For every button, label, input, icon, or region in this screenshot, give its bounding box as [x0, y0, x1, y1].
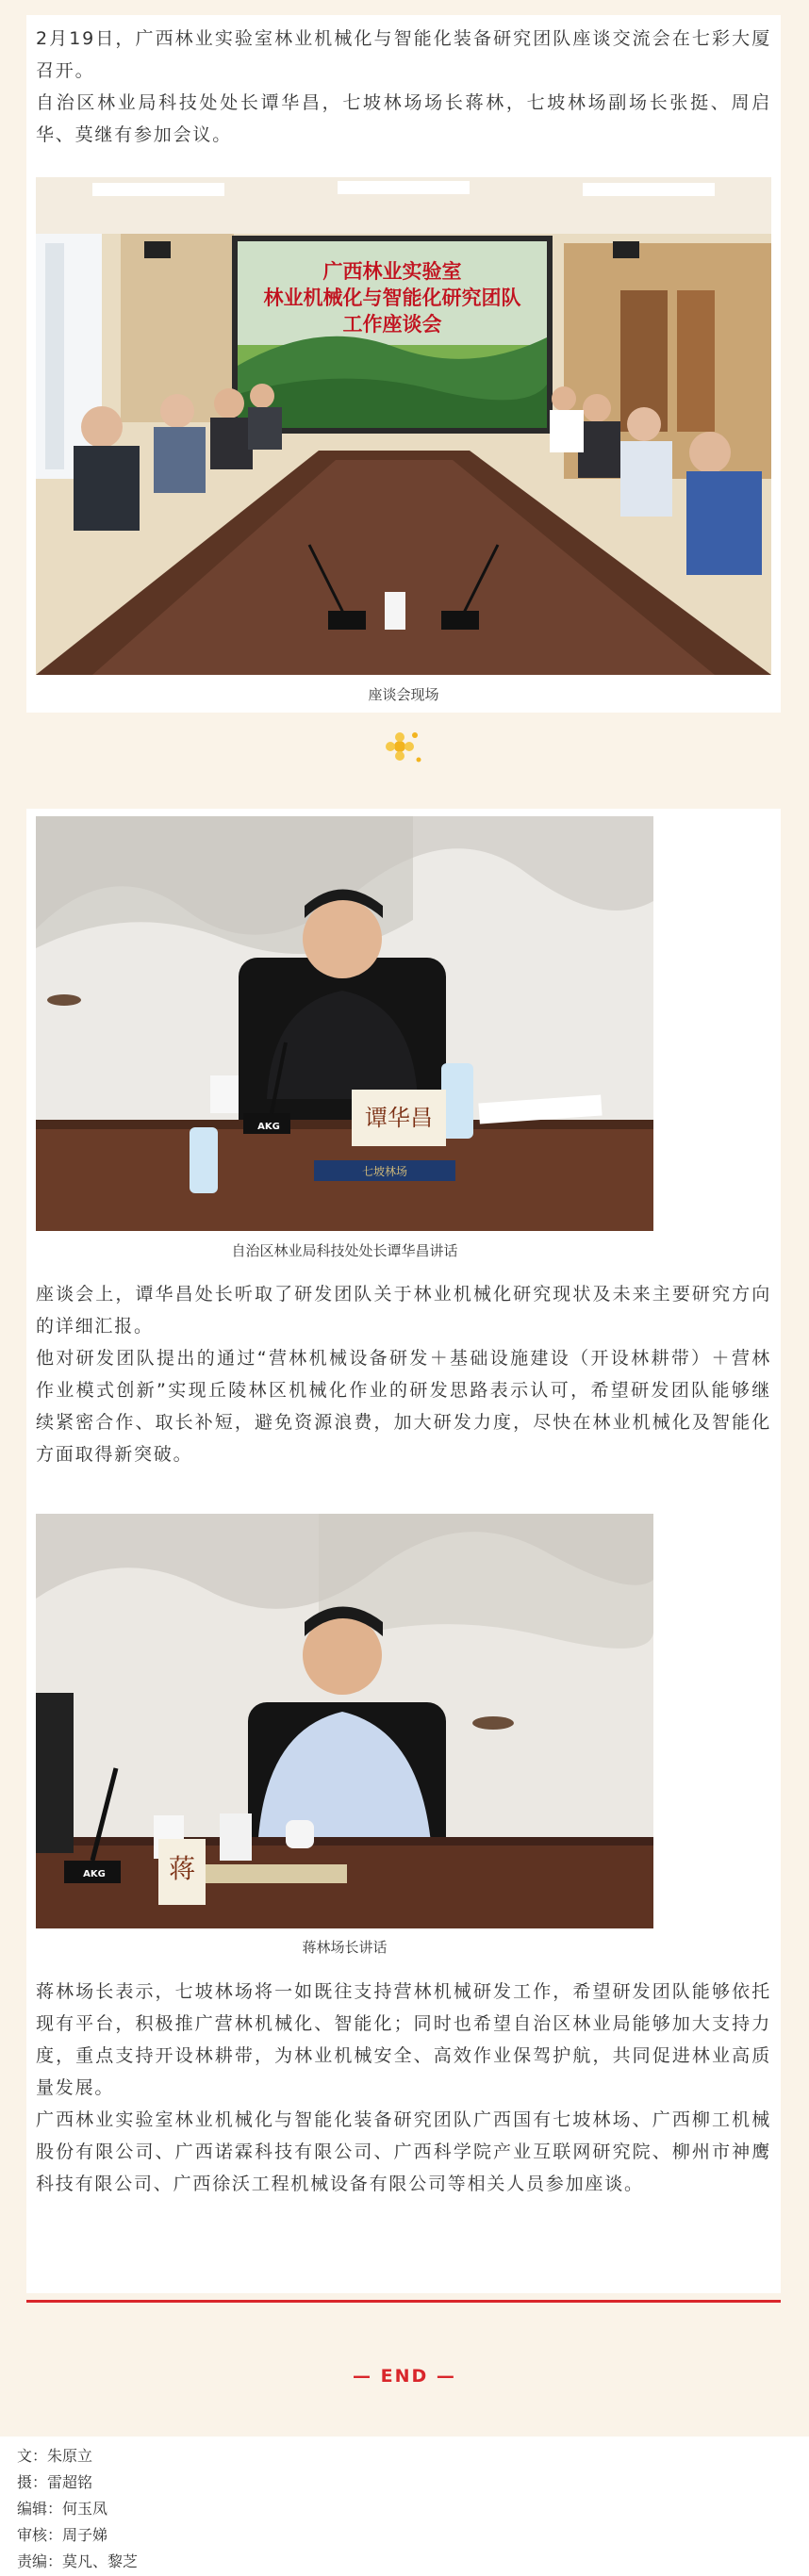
- paragraph-jiang-remarks: 蒋林场长表示，七坡林场将一如既往支持营林机械研发工作，希望研发团队能够依托现有平台，积极推广营林机械化、智能化；同时也希望自治区林业局能够加大支持力度，重点支持开设林耕带，为林业机械安全、高效作业保驾护航，共同促进林业高质量发展。: [36, 1981, 771, 2098]
- mic-brand-label: AKG: [257, 1122, 280, 1132]
- screen-title-line3: 工作座谈会: [342, 312, 442, 336]
- photo2-caption: 自治区林业局科技处处长谭华昌讲话: [231, 1242, 458, 1259]
- screen-title-line2: 林业机械化与智能化研究团队: [263, 286, 521, 309]
- intro-paragraph-date: 2月19日，广西林业实验室林业机械化与智能化装备研究团队座谈交流会在七彩大厦召开。: [36, 28, 771, 81]
- closing-text: [36, 1976, 771, 2200]
- photo1-caption: 座谈会现场: [368, 686, 439, 703]
- speaker-tan-photo: [36, 816, 653, 1231]
- meeting-text: [36, 1278, 771, 1470]
- paragraph-report: 座谈会上，谭华昌处长听取了研发团队关于林业机械化研究现状及未来主要研究方向的详细汇报。: [36, 1284, 771, 1337]
- credit-editor: 编辑：何玉凤: [17, 2500, 108, 2518]
- credit-responsible-editor: 责编：莫凡、黎芝: [17, 2552, 139, 2570]
- credit-photo: 摄：雷超铭: [17, 2473, 93, 2491]
- meeting-room-illustration: [36, 177, 771, 675]
- credit-writer: 文：朱原立: [17, 2447, 93, 2465]
- intro-paragraph-attendees: 自治区林业局科技处处长谭华昌，七坡林场场长蒋林，七坡林场副场长张挺、周启华、莫继有参加会议。: [36, 92, 771, 145]
- credit-reviewer: 审核：周子娣: [17, 2526, 108, 2544]
- section-divider: [26, 2300, 781, 2303]
- mic-brand-label: AKG: [83, 1869, 106, 1879]
- screen-title-line1: 广西林业实验室: [322, 259, 462, 283]
- end-mark: — END —: [353, 2366, 456, 2387]
- article-card-main: [26, 809, 781, 2293]
- paragraph-participants: 广西林业实验室林业机械化与智能化装备研究团队广西国有七坡林场、广西柳工机械股份有限公司、广西诺霖科技有限公司、广西科学院产业互联网研究院、柳州市神鹰科技有限公司、广西徐沃工程机械设备有限公司等相关人员参加座谈。: [36, 2109, 771, 2194]
- credits: [17, 2443, 138, 2575]
- photo3-caption: 蒋林场长讲话: [302, 1939, 388, 1956]
- speaker-jiang-photo: [36, 1514, 653, 1928]
- article-card-intro: [26, 15, 781, 713]
- speaker-nameplate: 谭华昌: [365, 1105, 433, 1131]
- intro-text: [36, 23, 771, 151]
- screen-title: [238, 258, 547, 337]
- paragraph-approval: 他对研发团队提出的通过“营林机械设备研发＋基础设施建设（开设林耕带）＋营林作业模式创新”实现丘陵林区机械化作业的研发思路表示认可，希望研发团队能够继续紧密合作、取长补短，避免资源浪费，加大研发力度，尽快在林业机械化及智能化方面取得新突破。: [36, 1348, 771, 1465]
- forest-farm-sign: 七坡林场: [361, 1165, 407, 1178]
- meeting-room-photo: [36, 177, 771, 675]
- flower-sparkle-icon: [381, 730, 426, 767]
- speaker-nameplate: 蒋: [168, 1853, 195, 1884]
